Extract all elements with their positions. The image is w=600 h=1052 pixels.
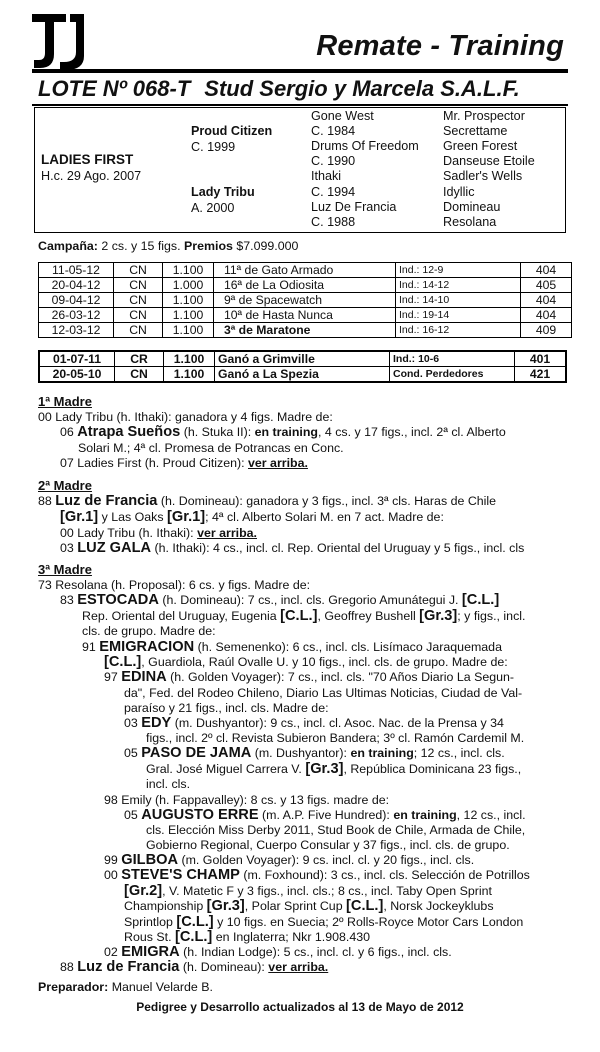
see-above-link[interactable]: ver arriba.	[268, 960, 329, 974]
text-line: 03 EDY (m. Dushyantor): 9 cs., incl. cl. Asoc. Nac. de la Prensa y 34	[124, 715, 504, 731]
prizes-value: $7.099.000	[236, 239, 299, 253]
text-line: 00 Lady Tribu (h. Ithaki): ganadora y 4 figs. Madre de:	[38, 410, 333, 424]
text-line: Rous St. [C.L.] en Inglaterra; Nkr 1.908.430	[124, 929, 371, 945]
sire-year: C. 1999	[191, 140, 236, 154]
text-line: Solari M.; 4ª cl. Promesa de Potrancas en Conc.	[78, 441, 344, 455]
race-distance: 1.100	[163, 323, 214, 338]
ancestor: Resolana	[443, 215, 497, 229]
race-track: CR	[115, 351, 164, 367]
race-row	[39, 308, 572, 323]
race-track: CN	[114, 293, 163, 308]
see-above-link[interactable]: ver arriba.	[248, 456, 308, 470]
text-line: 00 STEVE'S CHAMP (m. Foxhound): 3 cs., incl. cls. Selección de Potrillos	[104, 867, 530, 883]
ancestor: Danseuse Etoile	[443, 154, 535, 168]
ancestor: Green Forest	[443, 139, 518, 153]
race-date: 12-03-12	[39, 323, 114, 338]
race-result: 9ª de Spacewatch	[214, 293, 396, 308]
text-line: 97 EDINA (h. Golden Voyager): 7 cs., incl. cls. "70 Años Diario La Segun-	[104, 669, 515, 685]
dam-name: Lady Tribu	[191, 185, 255, 199]
stud-name: Stud Sergio y Marcela S.A.L.F.	[204, 76, 520, 101]
sire-sire-year: C. 1984	[311, 124, 356, 138]
text-line: 05 AUGUSTO ERRE (m. A.P. Five Hundred): en training, 12 cs., incl.	[124, 807, 526, 823]
horse-name: LADIES FIRST	[41, 152, 134, 167]
lot-heading	[38, 76, 520, 102]
lot-divider	[32, 104, 568, 106]
race-track: CN	[114, 278, 163, 293]
text-line: Championship [Gr.3], Polar Sprint Cup [C.L.], Norsk Jockeyklubs	[124, 898, 494, 914]
text-line: Gobierno Regional, Cuerpo Consular y 37 figs., incl. cls. de grupo.	[146, 838, 510, 852]
sire-sire: Gone West	[311, 109, 374, 123]
race-result: 11ª de Gato Armado	[214, 263, 396, 278]
race-row	[39, 278, 572, 293]
race-index: Ind.: 14-10	[396, 293, 521, 308]
text-line: 99 GILBOA (m. Golden Voyager): 9 cs. incl. cl. y 20 figs., incl. cls.	[104, 852, 475, 868]
ancestor: Mr. Prospector	[443, 109, 525, 123]
text-line: da", Fed. del Rodeo Chileno, Diario Las Ultimas Noticias, Ciudad de Val-	[124, 686, 523, 700]
campaign-text: 2 cs. y 15 figs.	[101, 239, 181, 253]
header-divider	[32, 69, 568, 73]
race-track: CN	[114, 323, 163, 338]
text-line: 00 Lady Tribu (h. Ithaki): ver arriba.	[60, 526, 258, 540]
race-rating: 405	[521, 278, 572, 293]
section-first-dam: 1ª Madre	[38, 394, 92, 409]
race-result: 10ª de Hasta Nunca	[214, 308, 396, 323]
race-distance: 1.100	[163, 263, 214, 278]
race-date: 26-03-12	[39, 308, 114, 323]
text-line: 98 Emily (h. Fappavalley): 8 cs. y 13 figs. madre de:	[104, 793, 390, 807]
race-track: CN	[114, 263, 163, 278]
lot-number: LOTE Nº 068-T	[38, 76, 191, 101]
text-line: 02 EMIGRA (h. Indian Lodge): 5 cs., incl. cl. y 6 figs., incl. cls.	[104, 944, 452, 960]
race-rating: 404	[521, 263, 572, 278]
race-index: Ind.: 10-6	[390, 351, 515, 367]
dam-dam-year: C. 1988	[311, 215, 356, 229]
ancestor: Secrettame	[443, 124, 508, 138]
race-table	[38, 262, 572, 338]
section-second-dam: 2ª Madre	[38, 478, 92, 493]
race-distance: 1.100	[163, 308, 214, 323]
section-third-dam: 3ª Madre	[38, 562, 92, 577]
race-distance: 1.100	[163, 293, 214, 308]
text-line: 07 Ladies First (h. Proud Citizen): ver arriba.	[60, 456, 308, 470]
race-index: Ind.: 19-14	[396, 308, 521, 323]
text-line: cls. Elección Miss Derby 2011, Stud Book de Chile, Armada de Chile,	[146, 823, 526, 837]
race-date: 01-07-11	[39, 351, 115, 367]
text-line: 83 ESTOCADA (h. Domineau): 7 cs., incl. cls. Gregorio Amunátegui J. [C.L.]	[60, 592, 500, 608]
text-line: figs., incl. 2º cl. Revista Subieron Bandera; 3º cl. Ramón Cardemil M.	[146, 731, 525, 745]
text-line: cls. de grupo. Madre de:	[82, 624, 216, 638]
race-index: Cond. Perdedores	[390, 367, 515, 383]
race-row	[39, 263, 572, 278]
race-result: 3ª de Maratone	[214, 323, 396, 338]
text-line: paraíso y 21 figs., incl. cls. Madre de:	[124, 701, 329, 715]
brand-logo-icon	[30, 10, 86, 72]
trainer-label: Preparador:	[38, 980, 109, 994]
text-line: incl. cls.	[146, 777, 191, 791]
text-line: [C.L.], Guardiola, Raúl Ovalle U. y 10 figs., incl. cls. de grupo. Madre de:	[104, 654, 508, 670]
race-result: 16ª de La Odiosita	[214, 278, 396, 293]
text-line: 73 Resolana (h. Proposal): 6 cs. y figs. Madre de:	[38, 578, 311, 592]
race-date: 20-04-12	[39, 278, 114, 293]
race-result: Ganó a La Spezia	[215, 367, 390, 383]
race-track: CN	[114, 308, 163, 323]
text-line: 05 PASO DE JAMA (m. Dushyantor): en training; 12 cs., incl. cls.	[124, 745, 505, 761]
wins-table	[38, 350, 567, 383]
sire-dam: Drums Of Freedom	[311, 139, 419, 153]
text-line: Rep. Oriental del Uruguay, Eugenia [C.L.], Geoffrey Bushell [Gr.3]; y figs., incl.	[82, 608, 526, 624]
race-distance: 1.000	[163, 278, 214, 293]
ancestor: Domineau	[443, 200, 501, 214]
race-index: Ind.: 14-12	[396, 278, 521, 293]
text-line: [Gr.1] y Las Oaks [Gr.1]; 4ª cl. Alberto Solari M. en 7 act. Madre de:	[60, 509, 444, 525]
race-row	[39, 323, 572, 338]
race-rating: 421	[515, 367, 567, 383]
text-line: 91 EMIGRACION (h. Semenenko): 6 cs., incl. cls. Lisímaco Jaraquemada	[82, 639, 502, 655]
text-line: Sprintlop [C.L.] y 10 figs. en Suecia; 2º Rolls-Royce Motor Cars London	[124, 914, 524, 930]
race-rating: 404	[521, 308, 572, 323]
page-title: Remate - Training	[316, 30, 564, 62]
race-row	[39, 293, 572, 308]
update-note: Pedigree y Desarrollo actualizados al 13 de Mayo de 2012	[136, 1000, 464, 1014]
win-row	[39, 367, 566, 383]
trainer-line	[38, 980, 213, 995]
campaign-label: Campaña:	[38, 239, 98, 253]
race-index: Ind.: 12-9	[396, 263, 521, 278]
campaign-summary	[38, 239, 298, 253]
race-date: 11-05-12	[39, 263, 114, 278]
sire-dam-year: C. 1990	[311, 154, 356, 168]
race-index: Ind.: 16-12	[396, 323, 521, 338]
text-line: 88 Luz de Francia (h. Domineau): ganadora y 3 figs., incl. 3ª cls. Haras de Chile	[38, 493, 497, 509]
horse-info: H.c. 29 Ago. 2007	[41, 169, 142, 183]
text-line: 06 Atrapa Sueños (h. Stuka II): en training, 4 cs. y 17 figs., incl. 2ª cl. Alberto	[60, 424, 506, 440]
see-above-link[interactable]: ver arriba.	[197, 526, 258, 540]
dam-year: A. 2000	[191, 201, 235, 215]
trainer-name: Manuel Velarde B.	[111, 980, 213, 994]
dam-dam: Luz De Francia	[311, 200, 397, 214]
text-line: [Gr.2], V. Matetic F y 3 figs., incl. cls.; 8 cs., incl. Taby Open Sprint	[124, 883, 492, 899]
win-row	[39, 351, 566, 367]
dam-sire-year: C. 1994	[311, 185, 356, 199]
pedigree-box	[34, 107, 566, 233]
race-distance: 1.100	[164, 367, 215, 383]
race-date: 09-04-12	[39, 293, 114, 308]
ancestor: Sadler's Wells	[443, 169, 523, 183]
text-line: Gral. José Miguel Carrera V. [Gr.3], República Dominicana 23 figs.,	[146, 761, 522, 777]
ancestor: Idyllic	[443, 185, 475, 199]
race-result: Ganó a Grimville	[215, 351, 390, 367]
text-line: 88 Luz de Francia (h. Domineau): ver arriba.	[60, 959, 329, 975]
race-date: 20-05-10	[39, 367, 115, 383]
sire-name: Proud Citizen	[191, 124, 273, 138]
prizes-label: Premios	[184, 239, 233, 253]
dam-sire: Ithaki	[311, 169, 342, 183]
race-distance: 1.100	[164, 351, 215, 367]
text-line: 03 LUZ GALA (h. Ithaki): 4 cs., incl. cl. Rep. Oriental del Uruguay y 5 figs., incl. cls	[60, 540, 525, 556]
race-rating: 404	[521, 293, 572, 308]
race-rating: 401	[515, 351, 567, 367]
race-rating: 409	[521, 323, 572, 338]
race-track: CN	[115, 367, 164, 383]
